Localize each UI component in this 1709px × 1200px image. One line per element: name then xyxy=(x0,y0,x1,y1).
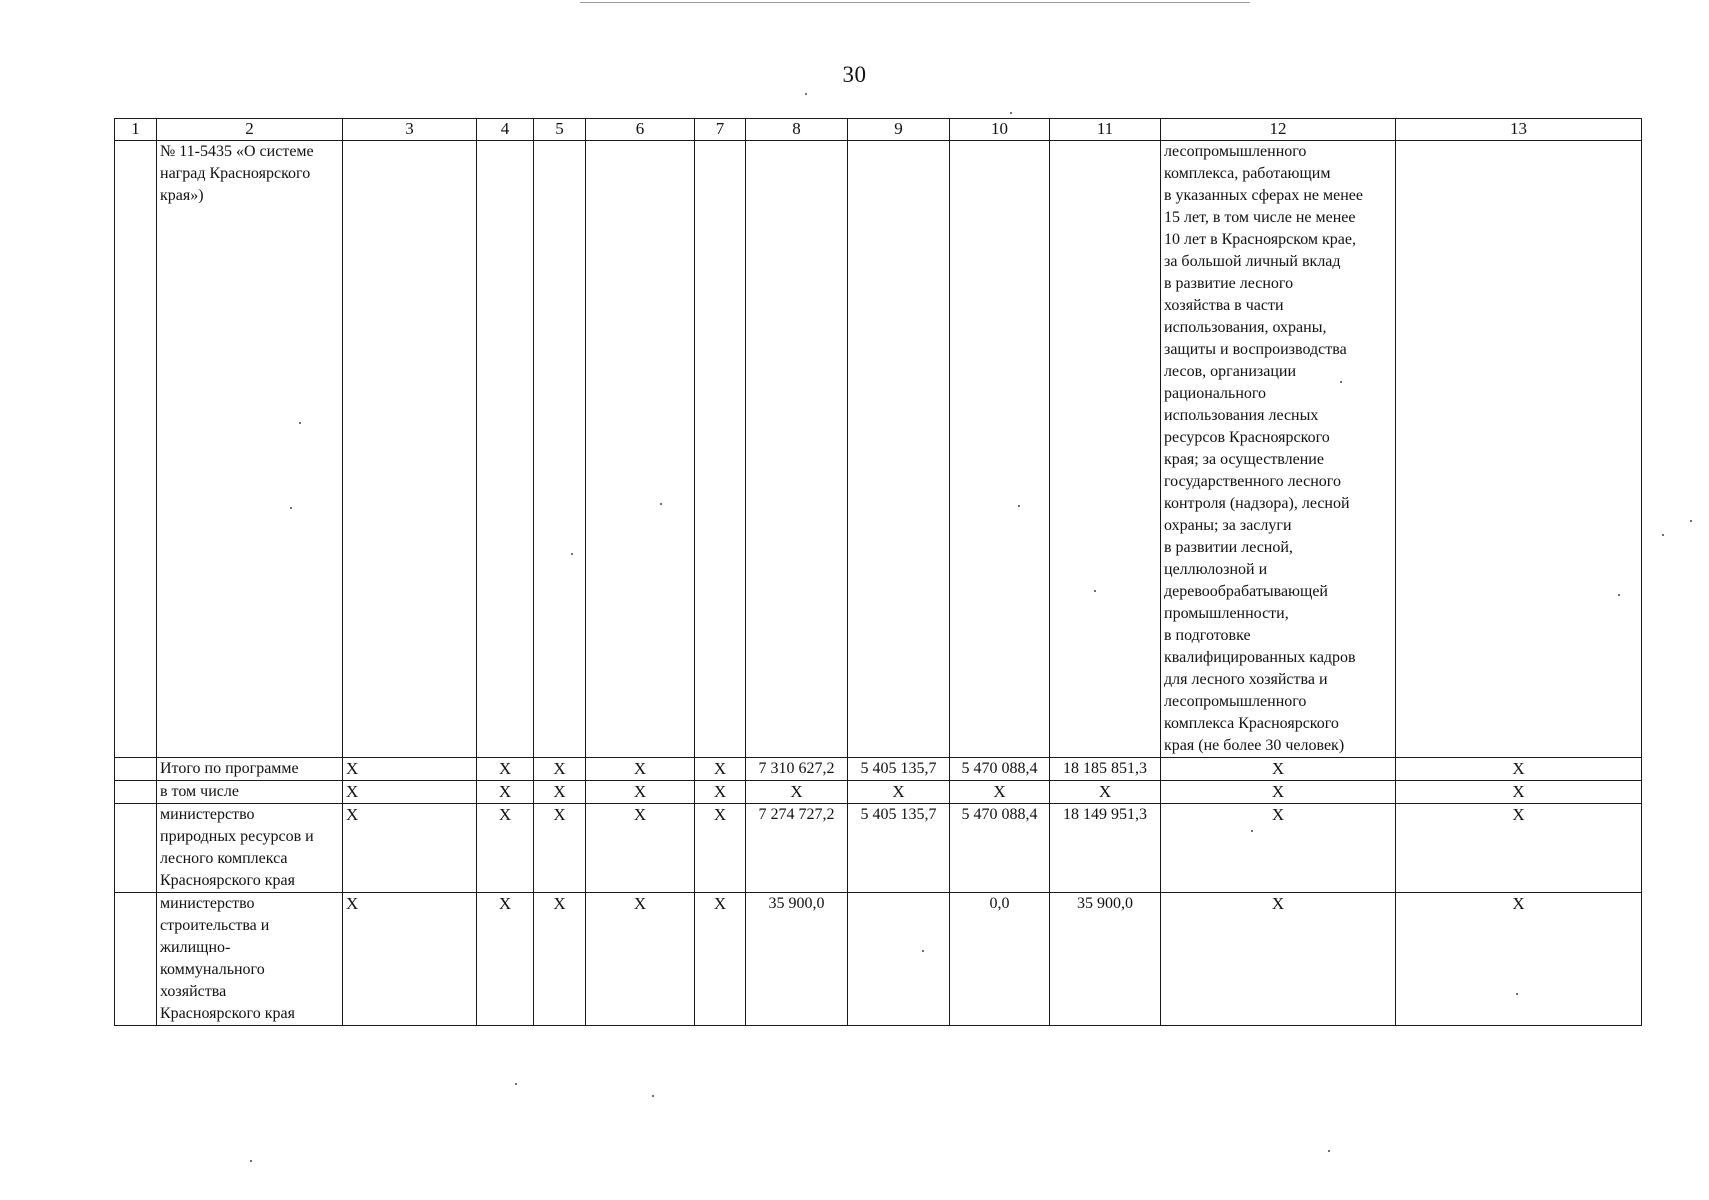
text-line: использования, охраны, xyxy=(1164,319,1327,336)
scan-speck xyxy=(1618,594,1620,596)
text-line: жилищно- xyxy=(160,939,231,956)
cell-empty xyxy=(1396,141,1642,758)
cell-x: X xyxy=(1396,804,1642,893)
text-line: лесного комплекса xyxy=(160,850,288,867)
ministry-construction-row xyxy=(115,893,1642,1026)
cell-x: X xyxy=(1161,758,1396,781)
continuation-row xyxy=(115,141,1642,758)
text-line: для лесного хозяйства и xyxy=(1164,671,1328,688)
header-cell: 8 xyxy=(746,119,848,141)
cell-x: X xyxy=(534,804,586,893)
cell-x: X xyxy=(343,758,477,781)
cell-x: X xyxy=(477,758,534,781)
text-line: контроля (надзора), лесной xyxy=(1164,495,1350,512)
header-cell: 9 xyxy=(848,119,950,141)
text-line: использования лесных xyxy=(1164,407,1319,424)
text-line: комплекса, работающим xyxy=(1164,165,1331,182)
header-cell: 13 xyxy=(1396,119,1642,141)
scan-speck xyxy=(571,553,573,555)
cell-empty xyxy=(695,141,746,758)
scan-speck xyxy=(1662,534,1664,536)
text-line: края (не более 30 человек) xyxy=(1164,737,1345,754)
amount-cell: 35 900,0 xyxy=(746,893,848,1026)
scan-speck xyxy=(515,1083,517,1085)
budget-table xyxy=(114,118,1642,1026)
cell-x: X xyxy=(343,893,477,1026)
text-line: министерство xyxy=(160,806,255,823)
scan-speck xyxy=(250,1160,252,1162)
text-line: государственного лесного xyxy=(1164,473,1341,490)
header-cell: 3 xyxy=(343,119,477,141)
text-line: лесопромышленного xyxy=(1164,143,1307,160)
top-rule xyxy=(580,2,1250,3)
amount-cell: 35 900,0 xyxy=(1050,893,1161,1026)
amount-cell: 0,0 xyxy=(950,893,1050,1026)
cell-empty xyxy=(746,141,848,758)
header-cell: 11 xyxy=(1050,119,1161,141)
text-line: ресурсов Красноярского xyxy=(1164,429,1330,446)
header-cell: 2 xyxy=(157,119,343,141)
scan-speck xyxy=(1094,590,1096,592)
amount-cell: 18 185 851,3 xyxy=(1050,758,1161,781)
cell-x: X xyxy=(695,893,746,1026)
cell-empty xyxy=(343,141,477,758)
text-line: рационального xyxy=(1164,385,1267,402)
row-label xyxy=(157,804,343,893)
cell-empty xyxy=(534,141,586,758)
cell-x: X xyxy=(534,781,586,804)
cell-x: X xyxy=(343,781,477,804)
text-line: в развитии лесной, xyxy=(1164,539,1293,556)
text-line: 10 лет в Красноярском крае, xyxy=(1164,231,1356,248)
amount-cell: 7 274 727,2 xyxy=(746,804,848,893)
cell-x: X xyxy=(534,758,586,781)
cell-empty xyxy=(115,804,157,893)
scan-speck xyxy=(1328,1150,1330,1152)
amount-cell: 7 310 627,2 xyxy=(746,758,848,781)
text-line: за большой личный вклад xyxy=(1164,253,1341,270)
cell-x: X xyxy=(1050,781,1161,804)
amount-cell: 18 149 951,3 xyxy=(1050,804,1161,893)
text-line: края; за осуществление xyxy=(1164,451,1324,468)
scan-speck xyxy=(1690,520,1692,522)
scan-speck xyxy=(922,950,924,952)
cell-x: X xyxy=(950,781,1050,804)
header-cell: 5 xyxy=(534,119,586,141)
award-description-cell xyxy=(1161,141,1396,758)
cell-empty xyxy=(586,141,695,758)
cell-x: X xyxy=(1161,893,1396,1026)
header-cell: 10 xyxy=(950,119,1050,141)
cell-empty xyxy=(115,758,157,781)
text-line: лесопромышленного xyxy=(1164,693,1307,710)
cell-x: X xyxy=(586,758,695,781)
cell-x: X xyxy=(695,781,746,804)
scan-speck xyxy=(1018,505,1020,507)
scan-speck xyxy=(1516,993,1518,995)
cell-empty xyxy=(115,141,157,758)
cell-x: X xyxy=(586,893,695,1026)
scan-speck xyxy=(1251,830,1253,832)
text-line: охраны; за заслуги xyxy=(1164,517,1292,534)
amount-cell: 5 470 088,4 xyxy=(950,804,1050,893)
cell-empty xyxy=(115,781,157,804)
cell-x: X xyxy=(1161,804,1396,893)
cell-x: X xyxy=(1396,893,1642,1026)
scan-speck xyxy=(299,422,301,424)
header-cell: 6 xyxy=(586,119,695,141)
row-label xyxy=(157,893,343,1026)
text-line: целлюлозной и xyxy=(1164,561,1268,578)
amount-cell xyxy=(848,893,950,1026)
cell-x: X xyxy=(477,804,534,893)
cell-x: X xyxy=(695,758,746,781)
scan-speck xyxy=(660,503,662,505)
cell-x: X xyxy=(1396,758,1642,781)
text-line: хозяйства в части xyxy=(1164,297,1284,314)
text-line: в развитие лесного xyxy=(1164,275,1294,292)
amount-cell: 5 405 135,7 xyxy=(848,758,950,781)
scan-speck xyxy=(1340,381,1342,383)
cell-x: X xyxy=(586,804,695,893)
scan-speck xyxy=(1010,112,1012,114)
page-number: 30 xyxy=(842,62,867,87)
header-cell: 7 xyxy=(695,119,746,141)
text-line: Красноярского края xyxy=(160,1005,295,1022)
cell-x: X xyxy=(1396,781,1642,804)
text-line: промышленности, xyxy=(1164,605,1289,622)
cell-empty xyxy=(115,893,157,1026)
cell-empty xyxy=(477,141,534,758)
header-cell: 1 xyxy=(115,119,157,141)
text-line: министерство xyxy=(160,895,255,912)
row-label: Итого по программе xyxy=(157,758,343,781)
ministry-natural-resources-row xyxy=(115,804,1642,893)
cell-x: X xyxy=(695,804,746,893)
total-row xyxy=(115,758,1642,781)
text-line: хозяйства xyxy=(160,983,227,1000)
text-line: 15 лет, в том числе не менее xyxy=(1164,209,1356,226)
header-row xyxy=(115,119,1642,141)
cell-x: X xyxy=(343,804,477,893)
scan-speck xyxy=(652,1095,654,1097)
header-cell: 4 xyxy=(477,119,534,141)
scan-speck xyxy=(290,507,292,509)
text-line: Красноярского края xyxy=(160,872,295,889)
cell-empty xyxy=(848,141,950,758)
cell-x: X xyxy=(586,781,695,804)
cell-x: X xyxy=(1161,781,1396,804)
cell-empty xyxy=(950,141,1050,758)
cell-empty xyxy=(1050,141,1161,758)
text-line: природных ресурсов и xyxy=(160,828,314,845)
cell-x: X xyxy=(534,893,586,1026)
text-line: лесов, организации xyxy=(1164,363,1297,380)
text-line: деревообрабатывающей xyxy=(1164,583,1328,600)
law-reference-cell: № 11-5435 «О системе наград Красноярского края») xyxy=(157,141,343,758)
amount-cell: 5 405 135,7 xyxy=(848,804,950,893)
scan-speck xyxy=(805,93,807,95)
text-line: защиты и воспроизводства xyxy=(1164,341,1347,358)
amount-cell: 5 470 088,4 xyxy=(950,758,1050,781)
text-line: строительства и xyxy=(160,917,270,934)
text-line: коммунального xyxy=(160,961,265,978)
cell-x: X xyxy=(746,781,848,804)
text-line: комплекса Красноярского xyxy=(1164,715,1339,732)
including-row xyxy=(115,781,1642,804)
text-line: в подготовке xyxy=(1164,627,1251,644)
row-label: в том числе xyxy=(157,781,343,804)
cell-x: X xyxy=(848,781,950,804)
cell-x: X xyxy=(477,781,534,804)
header-cell: 12 xyxy=(1161,119,1396,141)
text-line: квалифицированных кадров xyxy=(1164,649,1356,666)
cell-x: X xyxy=(477,893,534,1026)
text-line: в указанных сферах не менее xyxy=(1164,187,1364,204)
